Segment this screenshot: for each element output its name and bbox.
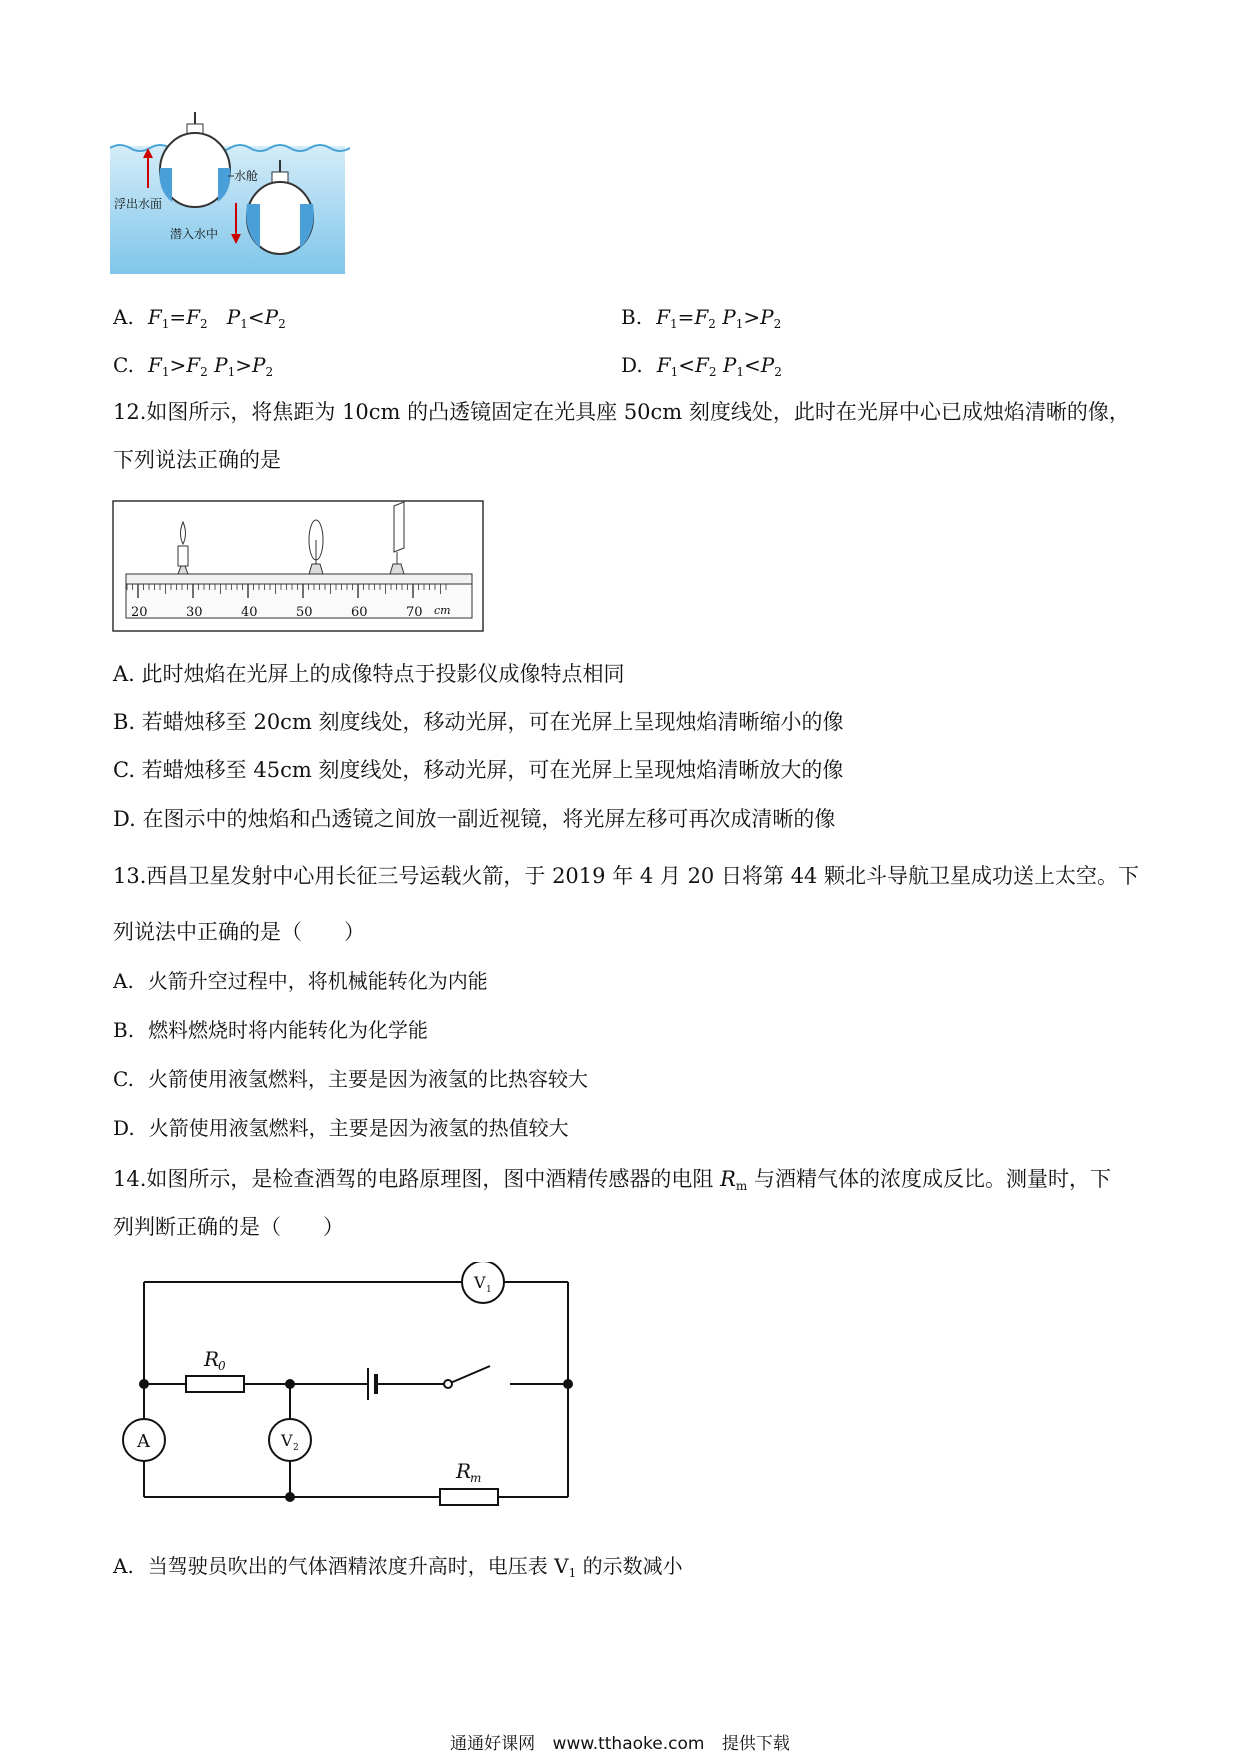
q13-option-c: C. 火箭使用液氢燃料，主要是因为液氢的比热容较大 bbox=[113, 1067, 588, 1091]
q12-stem-line1: 12.如图所示，将焦距为 10cm 的凸透镜固定在光具座 50cm 刻度线处，此时在光屏中心已成烛焰清晰的像， bbox=[113, 400, 1130, 424]
ruler-tick-label: 30 bbox=[186, 605, 203, 620]
sink-label: 潜入水中 bbox=[170, 227, 219, 241]
v1-sub: 1 bbox=[486, 1285, 492, 1295]
r0-label: R bbox=[204, 1347, 220, 1371]
ruler-tick-label: 40 bbox=[241, 605, 258, 620]
q11-option-a: A. $F_1=F_2$ $P_1<P_2$ bbox=[113, 305, 286, 331]
q14-stem-line2: 列判断正确的是（ ） bbox=[113, 1215, 344, 1239]
q12-option-b: B. 若蜡烛移至 20cm 刻度线处，移动光屏，可在光屏上呈现烛焰清晰缩小的像 bbox=[113, 710, 844, 734]
tank-label: 水舱 bbox=[234, 169, 259, 183]
footer-url[interactable]: www.tthaoke.com bbox=[552, 1734, 705, 1754]
q12-option-a: A. 此时烛焰在光屏上的成像特点于投影仪成像特点相同 bbox=[113, 662, 625, 686]
float-label: 浮出水面 bbox=[114, 197, 163, 211]
q13-stem-line1: 13.西昌卫星发射中心用长征三号运载火箭，于 2019 年 4 月 20 日将第 44 颗北斗导航卫星成功送上太空。下 bbox=[113, 864, 1140, 888]
q13-stem-line2: 列说法中正确的是（ ） bbox=[113, 920, 365, 944]
q11-option-d: D. $F_1<F_2$ $P_1<P_2$ bbox=[621, 353, 782, 379]
q12-option-d: D. 在图示中的烛焰和凸透镜之间放一副近视镜，将光屏左移可再次成清晰的像 bbox=[113, 807, 836, 831]
submarine-figure bbox=[110, 108, 350, 276]
v2-sub: 2 bbox=[293, 1443, 299, 1453]
ammeter-label: A bbox=[137, 1431, 150, 1452]
q11-option-c: C. $F_1>F_2$ $P_1>P_2$ bbox=[113, 353, 274, 379]
rm-sub: m bbox=[470, 1471, 482, 1485]
v2-label: V bbox=[281, 1431, 293, 1450]
page-footer bbox=[0, 1729, 1240, 1754]
q13-option-d: D. 火箭使用液氢燃料，主要是因为液氢的热值较大 bbox=[113, 1116, 569, 1140]
q13-option-b: B. 燃料燃烧时将内能转化为化学能 bbox=[113, 1018, 429, 1042]
r0-sub: 0 bbox=[218, 1359, 226, 1373]
footer-site-name: 通通好课网 bbox=[450, 1734, 536, 1754]
ruler-tick-label: 50 bbox=[296, 605, 313, 620]
q11-option-b: B. $F_1=F_2$ $P_1>P_2$ bbox=[621, 305, 782, 331]
convex-lens bbox=[309, 520, 323, 574]
ruler-unit: cm bbox=[434, 604, 451, 617]
resistor-r0 bbox=[186, 1376, 244, 1392]
v1-label: V bbox=[474, 1273, 486, 1292]
q14-option-a: A. 当驾驶员吹出的气体酒精浓度升高时，电压表 $V_1$ 的示数减小 bbox=[113, 1554, 683, 1580]
q12-stem-line2: 下列说法正确的是 bbox=[113, 448, 281, 472]
q14-stem-line1: 14.如图所示，是检查酒驾的电路原理图，图中酒精传感器的电阻 $R_m$ 与酒精气体的浓度成反比。测量时，下 bbox=[113, 1167, 1111, 1193]
ruler-tick-label: 60 bbox=[351, 605, 368, 620]
resistor-rm bbox=[440, 1489, 498, 1505]
ruler-tick-label: 70 bbox=[406, 605, 423, 620]
q13-option-a: A. 火箭升空过程中，将机械能转化为内能 bbox=[113, 969, 488, 993]
q12-option-c: C. 若蜡烛移至 45cm 刻度线处，移动光屏，可在光屏上呈现烛焰清晰放大的像 bbox=[113, 758, 844, 782]
circuit-diagram bbox=[118, 1262, 598, 1512]
ruler-tick-label: 20 bbox=[131, 605, 148, 620]
footer-note: 提供下载 bbox=[721, 1734, 790, 1754]
optical-bench-figure bbox=[112, 500, 484, 632]
floating-submarine bbox=[160, 112, 231, 207]
rm-label: R bbox=[456, 1459, 472, 1483]
